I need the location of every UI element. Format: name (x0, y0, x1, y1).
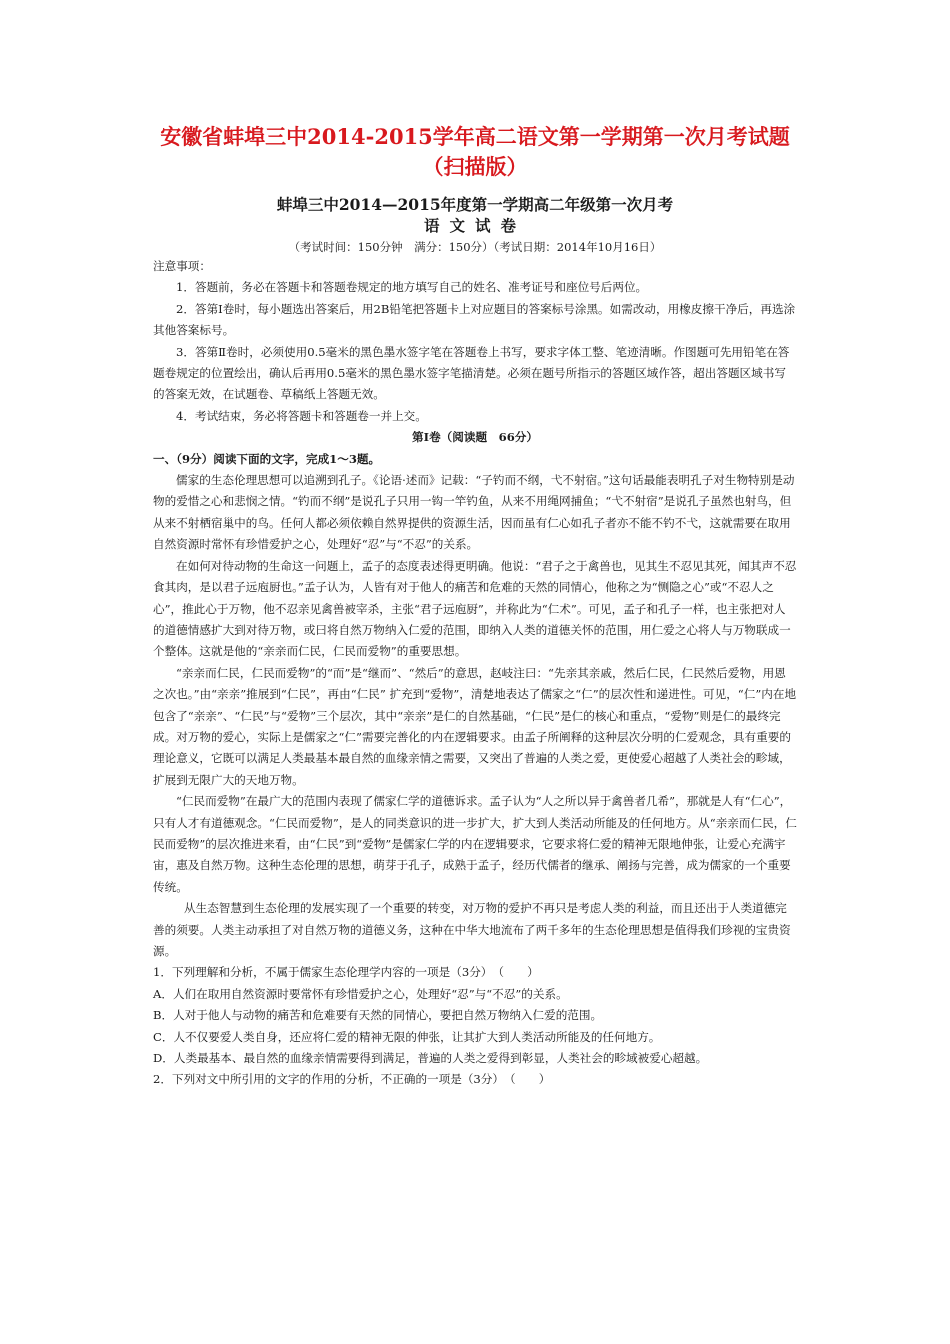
note-item: 2．答第Ⅰ卷时，每小题选出答案后，用2B铅笔把答题卡上对应题目的答案标号涂黑。如需改动，用橡皮擦干净后，再选涂其他答案标号。 (153, 301, 796, 338)
question-2-stem: 2．下列对文中所引用的文字的作用的分析，不正确的一项是（3分） （ ） (153, 1072, 551, 1087)
passage-paragraph: 儒家的生态伦理思想可以追溯到孔子。《论语·述而》记载：“子钓而不纲，弋不射宿。”这句话最能表明孔子对生物特别是动物的爱惜之心和悲悯之情。“钓而不纲”是说孔子只用一钩一竿钓鱼，从来不用绳网捕鱼；“弋不射宿”是说孔子虽然也射鸟，但从来不射栖宿巢中的鸟。任何人都必须依赖自然界提供的资源生活，因而虽有仁心如孔子者亦不能不钓不弋，这就需要在取用自然资源时常怀有珍惜爱护之心，处理好“忍”与“不忍”的关系。 (153, 473, 795, 552)
exam-header (140, 194, 810, 257)
question-group-heading: 一、（9分）阅读下面的文字，完成1～3题。 (153, 451, 381, 466)
passage-paragraph: “仁民而爱物”在最广大的范围内表现了儒家仁学的道德诉求。孟子认为“人之所以异于禽兽者几希”，那就是人有“仁心”，只有人才有道德观念。“仁民而爱物”，是人的同类意识的进一步扩大，扩大到人类活动所能及的任何地方。从“亲亲而仁民，仁民而爱物”的层次推进来看，由“仁民”到“爱物”是儒家仁学的内在逻辑要求，它要求将仁爱的精神无限地伸张，让爱心充满宇宙，惠及自然万物。这种生态伦理的思想，萌芽于孔子，成熟于孟子，经历代儒者的继承、阐扬与完善，成为儒家的一个重要传统。 (153, 794, 797, 894)
passage-paragraph: 在如何对待动物的生命这一问题上，孟子的态度表述得更明确。他说：“君子之于禽兽也，见其生不忍见其死，闻其声不忍食其肉，是以君子远庖厨也。”孟子认为，人皆有对于他人的痛苦和危难的天然的同情心，他称之为“恻隐之心”或“不忍人之心”，推此心于万物，他不忍亲见禽兽被宰杀，主张“君子远庖厨”，并称此为“仁术”。可见，孟子和孔子一样，也主张把对人的道德情感扩大到对待万物，或曰将自然万物纳入仁爱的范围，即纳入人类的道德关怀的范围，用仁爱之心将人与万物联成一个整体。这就是他的“亲亲而仁民，仁民而爱物”的重要思想。 (153, 558, 797, 659)
document-title-line1: 安徽省蚌埠三中2014-2015学年高二语文第一学期第一次月考试题 (160, 124, 790, 149)
note-item: 3．答第Ⅱ卷时，必须使用0.5毫米的黑色墨水签字笔在答题卷上书写，要求字体工整、笔迹清晰。作图题可先用铅笔在答题卷规定的位置绘出，确认后再用0.5毫米的黑色墨水签字笔描清楚。必须在题号所指示的答题区域作答，超出答题区域书写的答案无效，在试题卷、草稿纸上答题无效。 (153, 344, 790, 402)
note-item: 4．考试结束，务必将答题卡和答题卷一并上交。 (176, 408, 427, 423)
notes-label: 注意事项： (153, 259, 211, 273)
question-1-option-b: B．人对于他人与动物的痛苦和危难要有天然的同情心，要把自然万物纳入仁爱的范围。 (153, 1008, 603, 1023)
question-1-option-c: C．人不仅要爱人类自身，还应将仁爱的精神无限的伸张，让其扩大到人类活动所能及的任何地方。 (153, 1029, 661, 1044)
document-title-line2: （扫描版） (422, 154, 528, 179)
question-1-option-a: A．人们在取用自然资源时要常怀有珍惜爱护之心，处理好“忍”与“不忍”的关系。 (153, 986, 568, 1001)
exam-subject: 语文试卷 (423, 216, 526, 235)
document-title (100, 122, 850, 182)
question-1-stem: 1．下列理解和分析，不属于儒家生态伦理学内容的一项是（3分） （ ） (153, 965, 539, 980)
passage-paragraph: 从生态智慧到生态伦理的发展实现了一个重要的转变，对万物的爱护不再只是考虑人类的利益，而且还出于人类道德完善的须要。人类主动承担了对自然万物的道德义务，这种在中华大地流布了两千多年的生态伦理思想是值得我们珍视的宝贵资源。 (153, 901, 791, 958)
exam-info: （考试时间：150分钟 满分：150分）（考试日期：2014年10月16日） (288, 240, 662, 254)
question-1-option-d: D．人类最基本、最自然的血缘亲情需要得到满足，普遍的人类之爱得到彰显，人类社会的畛域被爱心超越。 (153, 1051, 708, 1066)
exam-heading: 蚌埠三中2014—2015年度第一学期高二年级第一次月考 (276, 195, 674, 214)
passage-paragraph: “亲亲而仁民，仁民而爱物”的“而”是“继而”、“然后”的意思，赵岐注曰：“先亲其亲戚，然后仁民，仁民然后爱物，用恩之次也。”由“亲亲”推展到“仁民”，再由“仁民” 扩充到“爱物”，清楚地表达了儒家之“仁”的层次性和递进性。可见，“仁”内在地包含了“亲亲”、“仁民”与“爱物”三个层次，其中“亲亲”是仁的自然基础，“仁民”是仁的核心和重点，“爱物”则是仁的最终完成。对万物的爱心，实际上是儒家之“仁”需要完善化的内在逻辑要求。由孟子所阐释的这种层次分明的仁爱观念，具有重要的理论意义，它既可以满足人类最基本最自然的血缘亲情之需要，又突出了普遍的人类之爱，更使爱心超越了人类社会的畛域，扩展到无限广大的天地万物。 (153, 665, 797, 787)
section-heading: 第Ⅰ卷（阅读题 66分） (412, 430, 538, 445)
note-item: 1．答题前，务必在答题卡和答题卷规定的地方填写自己的姓名、准考证号和座位号后两位。 (176, 280, 648, 295)
exam-body (153, 256, 797, 1091)
